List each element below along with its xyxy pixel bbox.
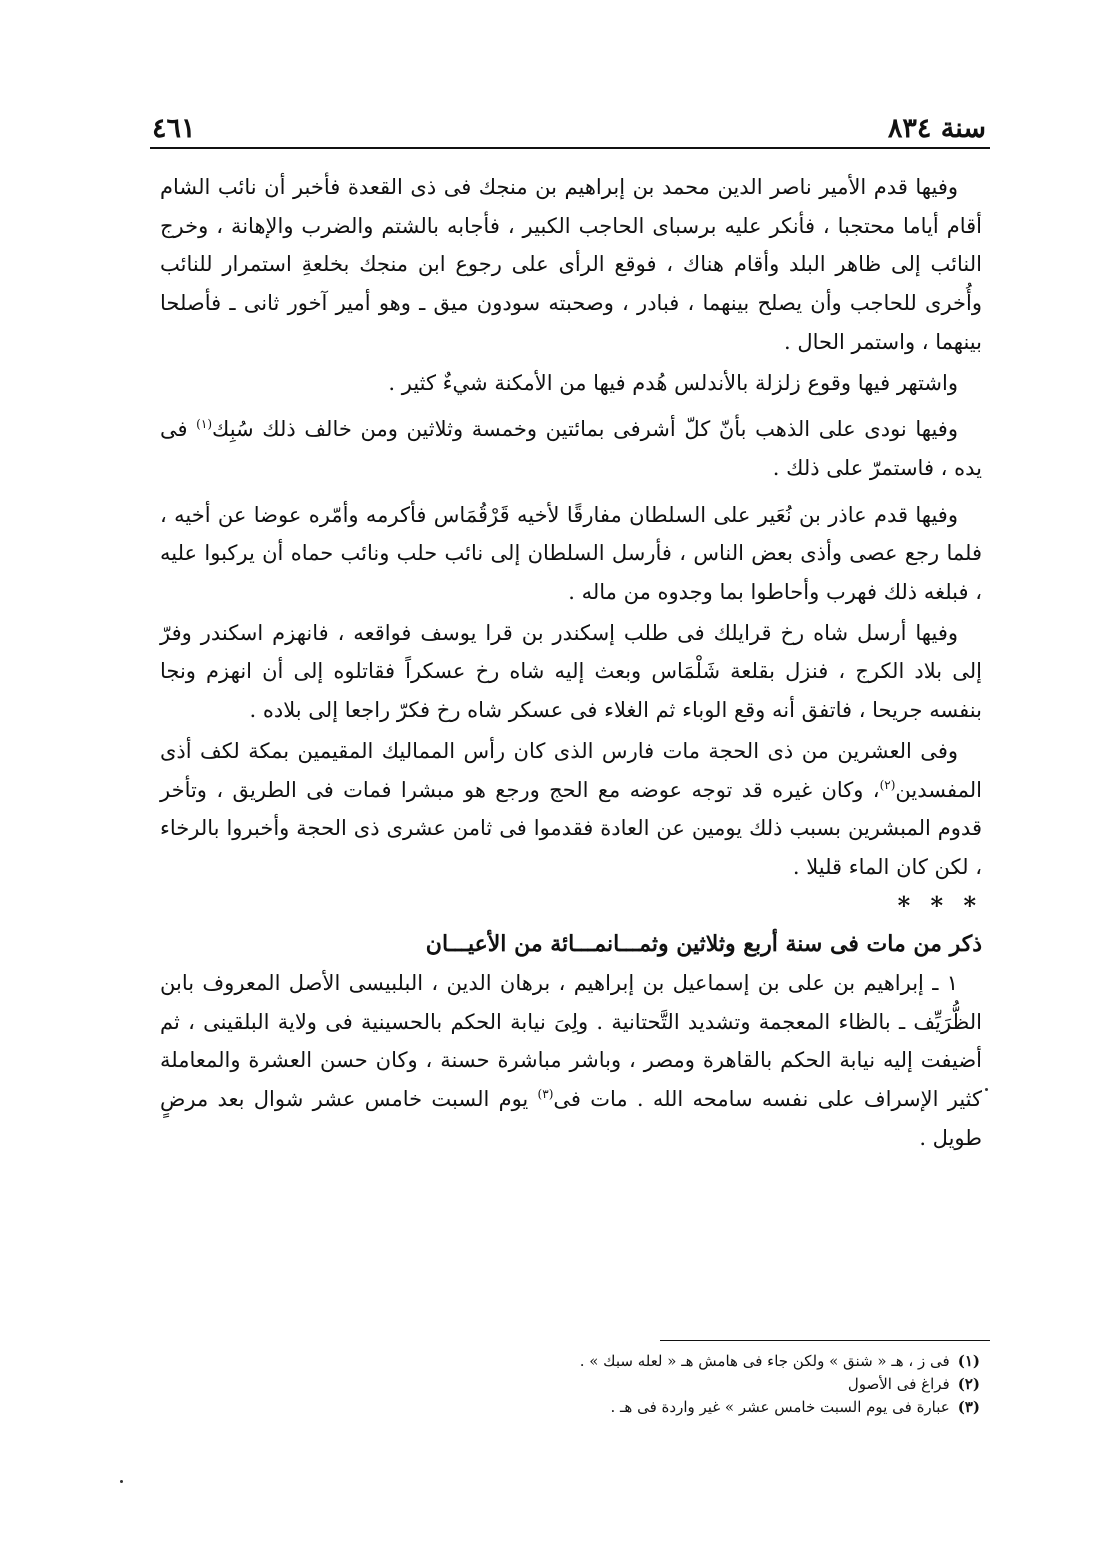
footnote-ref-2: (٢) [879, 777, 896, 792]
paragraph-5: وفيها أرسل شاه رخ قرايلك فى طلب إسكندر بن قرا يوسف فواقعه ، فانهزم اسكندر وفرّ إلى بلاد الكرج ، فنزل بقلعة شَلْمَاس وبعث إليه شاه رخ عسكراً فقاتلوه إلى أن انهزم ونجا بنفسه جريحا ، فاتفق أنه وقع الوباء ثم الغلاء فى عسكر شاه رخ فكرّ راجعا إلى بلاده . [160, 620, 982, 723]
paragraph-3-text: وفيها نودى على الذهب بأنّ كلّ أشرفى بمائتين وخمسة وثلاثين ومن خالف ذلك سُبِك [212, 417, 958, 442]
footnote-number: (٣) [957, 1398, 980, 1416]
paragraph-6 [160, 732, 982, 887]
footnote-3 [500, 1396, 980, 1419]
paragraph-6-tail: ، وكان غيره قد توجه عوضه مع الحج ورجع هو مبشرا فمات فى الطريق ، وتأخر قدوم المبشرين بسبب ذلك يومين عن العادة فقدموا فى ثامن عشرى ذى الحجة وأخبروا بالرخاء ، لكن كان الماء قليلا . [160, 777, 982, 879]
footnote-number: (١) [957, 1352, 980, 1370]
section-divider-stars: * * * [897, 890, 982, 920]
paragraph-1: وفيها قدم الأمير ناصر الدين محمد بن إبراهيم بن منجك فى ذى القعدة فأخبر أن نائب الشام أقام أياما محتجبا ، فأنكر عليه برسباى الحاجب الكبير ، فأجابه بالشتم والضرب والإهانة ، وخرج النائب إلى ظاهر البلد وأقام هناك ، فوقع الرأى على رجوع ابن منجك بخلعةِ استمرار للنائب وأُخرى للحاجب وأن يصلح بينهما ، فبادر ، وصحبته سودون ميق ـ وهو أمير آخور ثانى ـ فأصلحا بينهما ، واستمر الحال . [160, 175, 982, 354]
footnote-ref-1: (١) [196, 417, 212, 432]
main-text [160, 168, 982, 1158]
paragraph-3-tail: فى يده ، فاستمرّ على ذلك . [160, 417, 982, 480]
paragraph-3 [160, 410, 982, 487]
footnote-number: (٢) [957, 1375, 980, 1393]
page-header [152, 96, 986, 144]
page-number: ٤٦١ [152, 113, 196, 144]
footnote-ref-3: (٣) [537, 1087, 554, 1102]
footnote-text: فراغ فى الأصول [847, 1375, 950, 1393]
scan-speck [985, 1088, 988, 1091]
footnote-text: فى ز ، هـ « شنق » ولكن جاء فى هامش هـ « لعله سبك » . [579, 1352, 950, 1370]
paragraph-4: وفيها قدم عاذر بن نُعَير على السلطان مفارقًا لأخيه قَرْقُمَاس فأكرمه وأمّره عوضا عن أخيه ، فلما رجع عصى وأذى بعض الناس ، فأرسل السلطان إلى نائب حلب ونائب حماه أن يركبوا عليه ، فبلغه ذلك فهرب وأحاطوا بما وجدوه من ماله . [160, 502, 982, 605]
scan-speck [120, 1480, 123, 1483]
biography-tail: يوم السبت خامس عشر شوال بعد مرضٍ طويل . [160, 1087, 982, 1150]
year-label: سنة ٨٣٤ [887, 113, 986, 144]
footnote-text: عبارة فى يوم السبت خامس عشر » غير واردة فى هـ . [610, 1398, 950, 1416]
footnote-1 [500, 1350, 980, 1373]
biography-entry-1 [160, 964, 982, 1158]
footnotes [500, 1350, 980, 1419]
paragraph-6-text: وفى العشرين من ذى الحجة مات فارس الذى كان رأس المماليك المقيمين بمكة لكف أذى المفسدين [160, 738, 982, 802]
paragraph-2: واشتهر فيها وقوع زلزلة بالأندلس هُدم فيها من الأمكنة شيءٌ كثير . [388, 370, 958, 395]
footnote-rule [660, 1340, 990, 1341]
header-rule [150, 147, 990, 149]
section-heading: ذكر من مات فى سنة أربع وثلاثين وثمـــانمـــائة من الأعيـــان [425, 931, 982, 958]
biography-text: ١ ـ إبراهيم بن على بن إسماعيل بن إبراهيم ، برهان الدين ، البلبيسى الأصل المعروف بابن الظُّرَيِّف ـ بالظاء المعجمة وتشديد التَّحتانية . ولِىَ نيابة الحكم بالحسينية فى ولاية البلقينى ، ثم أضيفت إليه نيابة الحكم بالقاهرة ومصر ، وباشر مباشرة حسنة ، وكان حسن العشرة والمعاملة كثير الإسراف على نفسه سامحه الله . مات فى [160, 971, 982, 1112]
footnote-2 [500, 1373, 980, 1396]
